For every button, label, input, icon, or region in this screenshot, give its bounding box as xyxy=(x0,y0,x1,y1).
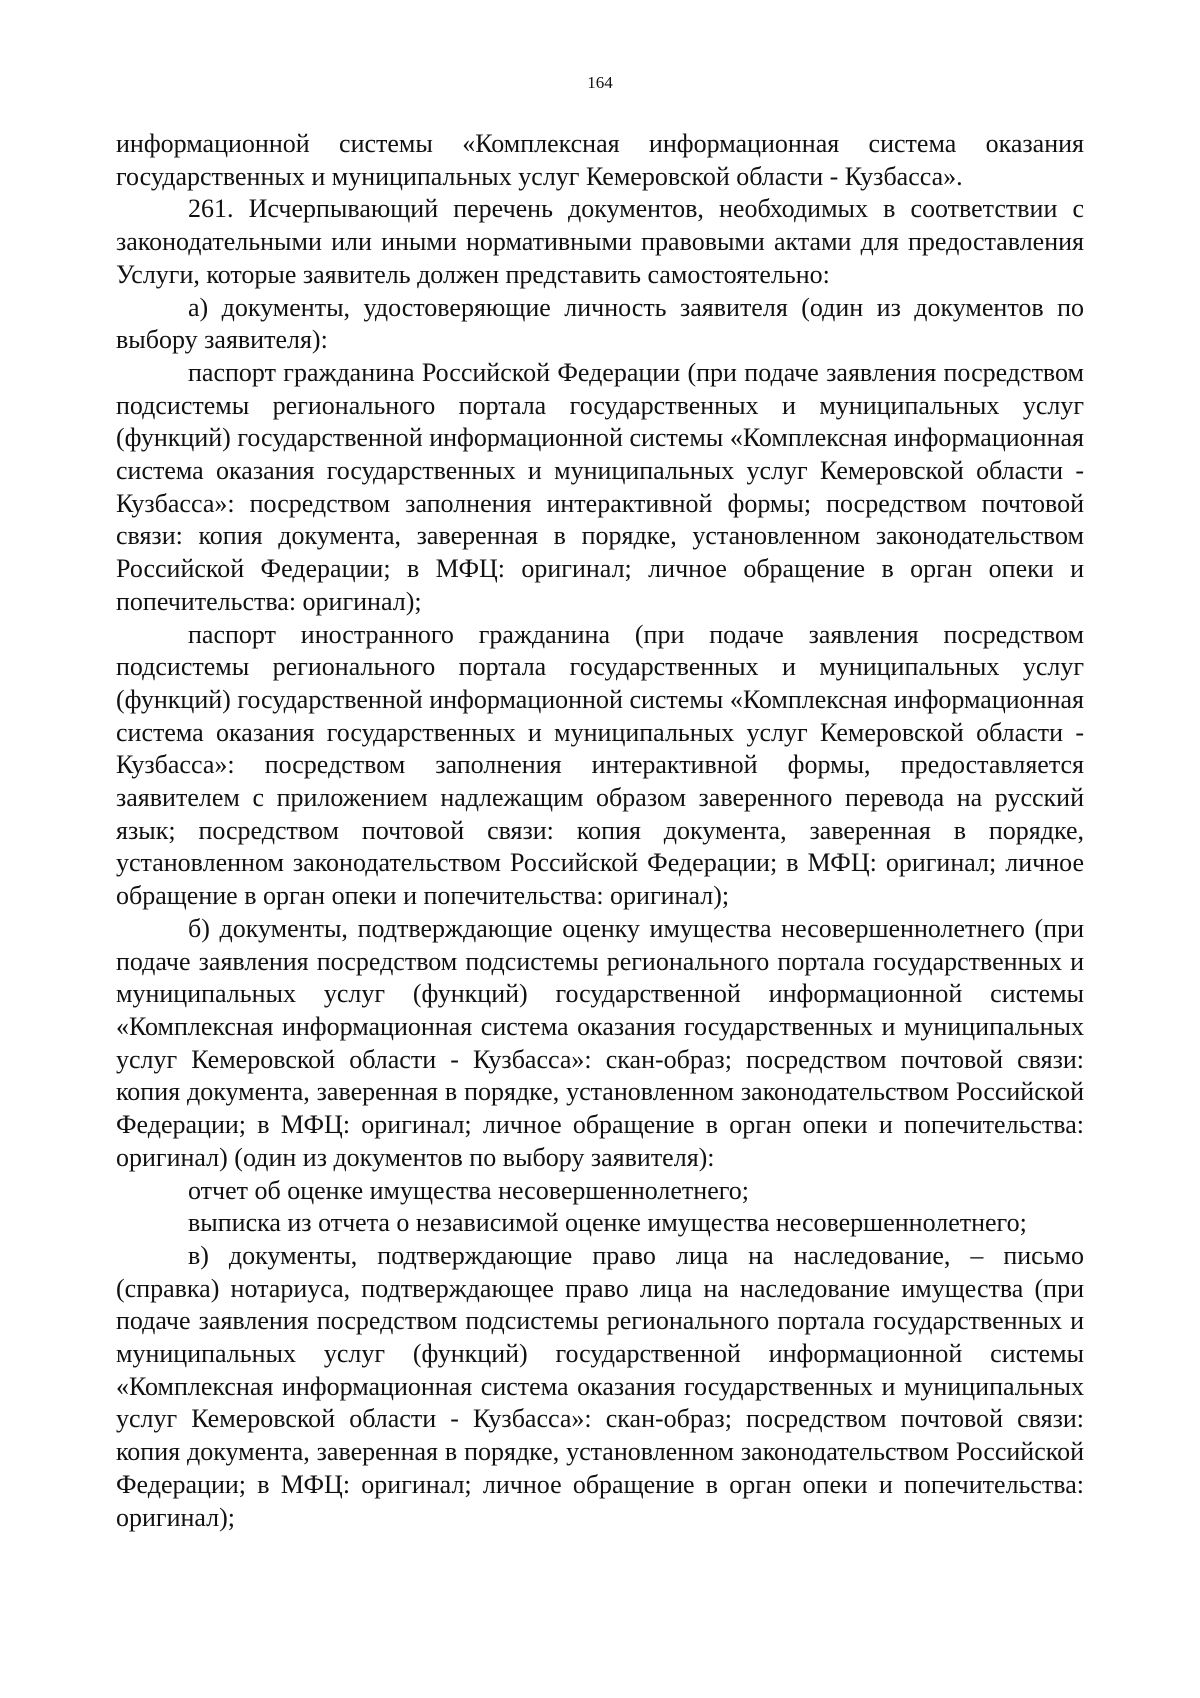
paragraph-subitem-b: б) документы, подтверждающие оценку имущества несовершеннолетнего (при подаче заявления посредством подсистемы регионального портала государственных и муниципальных услуг (функций) государственной информационной системы «Комплексная информационная система оказания государственных и муниципальных услуг Кемеровской области - Кузбасса»: скан-образ; посредством почтовой связи: копия документа, заверенная в порядке, установленном законодательством Российской Федерации; в МФЦ: оригинал; личное обращение в орган опеки и попечительства: оригинал) (один из документов по выбору заявителя): xyxy=(116,913,1084,1172)
document-body xyxy=(116,128,1084,1534)
paragraph-subitem-v: в) документы, подтверждающие право лица на наследование, – письмо (справка) нотариуса, подтверждающее право лица на наследование имущества (при подаче заявления посредством подсистемы регионального портала государственных и муниципальных услуг (функций) государственной информационной системы «Комплексная информационная система оказания государственных и муниципальных услуг Кемеровской области - Кузбасса»: скан-образ; посредством почтовой связи: копия документа, заверенная в порядке, установленном законодательством Российской Федерации; в МФЦ: оригинал; личное обращение в орган опеки и попечительства: оригинал); xyxy=(116,1240,1084,1532)
paragraph-subitem-a: а) документы, удостоверяющие личность заявителя (один из документов по выбору заявителя): xyxy=(116,292,1084,355)
paragraph-russian-passport: паспорт гражданина Российской Федерации (при подаче заявления посредством подсистемы регионального портала государственных и муниципальных услуг (функций) государственной информационной системы «Комплексная информационная система оказания государственных и муниципальных услуг Кемеровской области - Кузбасса»: посредством заполнения интерактивной формы; посредством почтовой связи: копия документа, заверенная в порядке, установленном законодательством Российской Федерации; в МФЦ: оригинал; личное обращение в орган опеки и попечительства: оригинал); xyxy=(116,357,1084,616)
paragraph-valuation-extract: выписка из отчета о независимой оценке имущества несовершеннолетнего; xyxy=(188,1208,1027,1238)
paragraph-item-261: 261. Исчерпывающий перечень документов, необходимых в соответствии с законодательными или иными нормативными правовыми актами для предоставления Услуги, которые заявитель должен представить самостоятельно: xyxy=(116,194,1084,289)
paragraph-foreign-passport: паспорт иностранного гражданина (при подаче заявления посредством подсистемы регионального портала государственных и муниципальных услуг (функций) государственной информационной системы «Комплексная информационная система оказания государственных и муниципальных услуг Кемеровской области - Кузбасса»: посредством заполнения интерактивной формы, предоставляется заявителем с приложением надлежащим образом заверенного перевода на русский язык; посредством почтовой связи: копия документа, заверенная в порядке, установленном законодательством Российской Федерации; в МФЦ: оригинал; личное обращение в орган опеки и попечительства: оригинал); xyxy=(116,619,1084,911)
paragraph-valuation-report: отчет об оценке имущества несовершеннолетнего; xyxy=(188,1175,749,1205)
page-number: 164 xyxy=(587,73,613,92)
paragraph-continuation: информационной системы «Комплексная информационная система оказания государственных и муниципальных услуг Кемеровской области - Кузбасса». xyxy=(116,129,1084,191)
